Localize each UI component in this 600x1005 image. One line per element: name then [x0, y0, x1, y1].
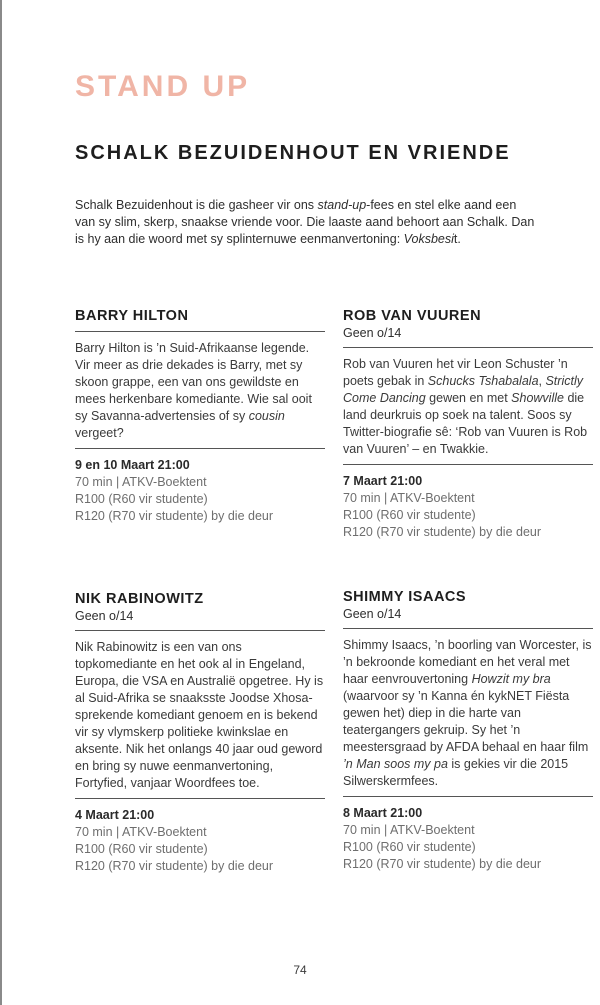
act-rob-van-vuuren	[343, 307, 593, 541]
age-rating: Geen o/14	[343, 326, 402, 340]
bio-text-1: Barry Hilton is ’n Suid-Afrikaanse legende. Vir meer as drie dekades is Barry, met sy skoon grappe, een van ons gewildste en mees herkenbare komediante. Wie sal ooit sy Savanna-advertensies of sy	[75, 341, 312, 423]
act-door-price: R120 (R70 vir studente) by die deur	[75, 509, 274, 523]
act-venue: 70 min | ATKV-Boektent	[343, 823, 475, 837]
divider	[343, 796, 593, 797]
act-barry-hilton	[75, 307, 325, 525]
act-door-price: R120 (R70 vir studente) by die deur	[343, 525, 542, 539]
bio-italic-1: Howzit my bra	[471, 672, 551, 686]
bio-italic-1: Schucks Tshabalala	[427, 374, 539, 388]
bio-text-3: is gekies vir die 2015 Silwerskermfees.	[343, 757, 569, 788]
divider	[343, 464, 593, 465]
intro-paragraph	[75, 197, 535, 248]
bio-italic-1: cousin	[248, 409, 285, 423]
divider	[75, 448, 325, 449]
section-title: STAND UP	[75, 70, 251, 103]
act-bio	[343, 637, 593, 790]
divider	[343, 347, 593, 348]
act-price: R100 (R60 vir studente)	[343, 840, 476, 854]
intro-text-1: Schalk Bezuidenhout is die gasheer vir ons	[75, 198, 318, 212]
act-date: 9 en 10 Maart 21:00	[75, 458, 190, 472]
bio-italic-2: ’n Man soos my pa	[343, 757, 448, 771]
age-rating: Geen o/14	[343, 607, 402, 621]
act-nik-rabinowitz	[75, 590, 325, 875]
act-venue: 70 min | ATKV-Boektent	[343, 491, 475, 505]
act-name: ROB VAN VUUREN	[343, 308, 482, 324]
act-door-price: R120 (R70 vir studente) by die deur	[75, 859, 274, 873]
act-price: R100 (R60 vir studente)	[75, 842, 208, 856]
intro-text-3: t.	[453, 232, 461, 246]
divider	[75, 630, 325, 631]
age-rating: Geen o/14	[75, 609, 134, 623]
intro-italic-2: Voksbesi	[403, 232, 454, 246]
act-date: 4 Maart 21:00	[75, 808, 155, 822]
bio-text-1: Rob van Vuuren het vir Leon Schuster ’n poets gebak in	[343, 357, 568, 388]
bio-italic-2: Strictly Come Dancing	[343, 374, 583, 405]
bio-text-2: ,	[538, 374, 546, 388]
act-price: R100 (R60 vir studente)	[75, 492, 208, 506]
act-bio	[75, 340, 325, 442]
act-venue: 70 min | ATKV-Boektent	[75, 475, 207, 489]
divider	[75, 798, 325, 799]
bio-text-2: vergeet?	[75, 426, 124, 440]
act-name: SHIMMY ISAACS	[343, 589, 467, 605]
act-door-price: R120 (R70 vir studente) by die deur	[343, 857, 542, 871]
page-edge	[0, 0, 2, 1005]
act-venue: 70 min | ATKV-Boektent	[75, 825, 207, 839]
act-name: NIK RABINOWITZ	[75, 591, 204, 607]
intro-text-2: -fees en stel elke aand een van sy slim, skerp, snaakse vriende voor. Die laaste aand behoort aan Schalk. Dan is hy aan die woord met sy splinternuwe eenmanvertoning:	[75, 198, 535, 246]
page-number: 74	[293, 963, 307, 977]
act-date: 7 Maart 21:00	[343, 474, 423, 488]
act-name: BARRY HILTON	[75, 308, 189, 324]
act-date: 8 Maart 21:00	[343, 806, 423, 820]
act-bio	[343, 356, 593, 458]
act-shimmy-isaacs	[343, 588, 593, 873]
bio-text-2: (waarvoor sy ’n Kanna én kykNET Fiësta gewen het) diep in die harte van teatergangers gekruip. Sy het ’n meestersgraad by AFDA behaal en haar film	[343, 689, 589, 754]
bio-text-3: gewen en met	[425, 391, 512, 405]
divider	[75, 331, 325, 332]
bio-text-1: Shimmy Isaacs, ’n boorling van Worcester, is ’n bekroonde komediant en het veral met haar eenvrouvertoning	[343, 638, 592, 686]
act-price: R100 (R60 vir studente)	[343, 508, 476, 522]
show-title: SCHALK BEZUIDENHOUT EN VRIENDE	[75, 142, 511, 164]
bio-italic-3: Showville	[511, 391, 564, 405]
bio-text-4: die land deurkruis op soek na talent. Soos sy Twitter-biografie sê: ‘Rob van Vuuren is Rob van Vuuren’ – en Twakkie.	[343, 391, 588, 456]
intro-italic-1: stand-up	[317, 198, 367, 212]
divider	[343, 628, 593, 629]
act-bio: Nik Rabinowitz is een van ons topkomediante en het ook al in Engeland, Europa, die VSA en Australië opgetree. Hy is al Suid-Afrika se snaaksste Joodse Xhosa-sprekende komediant genoem en is bekend vir sy vlymskerp politieke kwinkslae en aksente. Nik het onlangs 40 jaar oud geword en bring sy nuwe eenmanvertoning, Fortyfied, vanjaar Woordfees toe.	[75, 640, 324, 790]
